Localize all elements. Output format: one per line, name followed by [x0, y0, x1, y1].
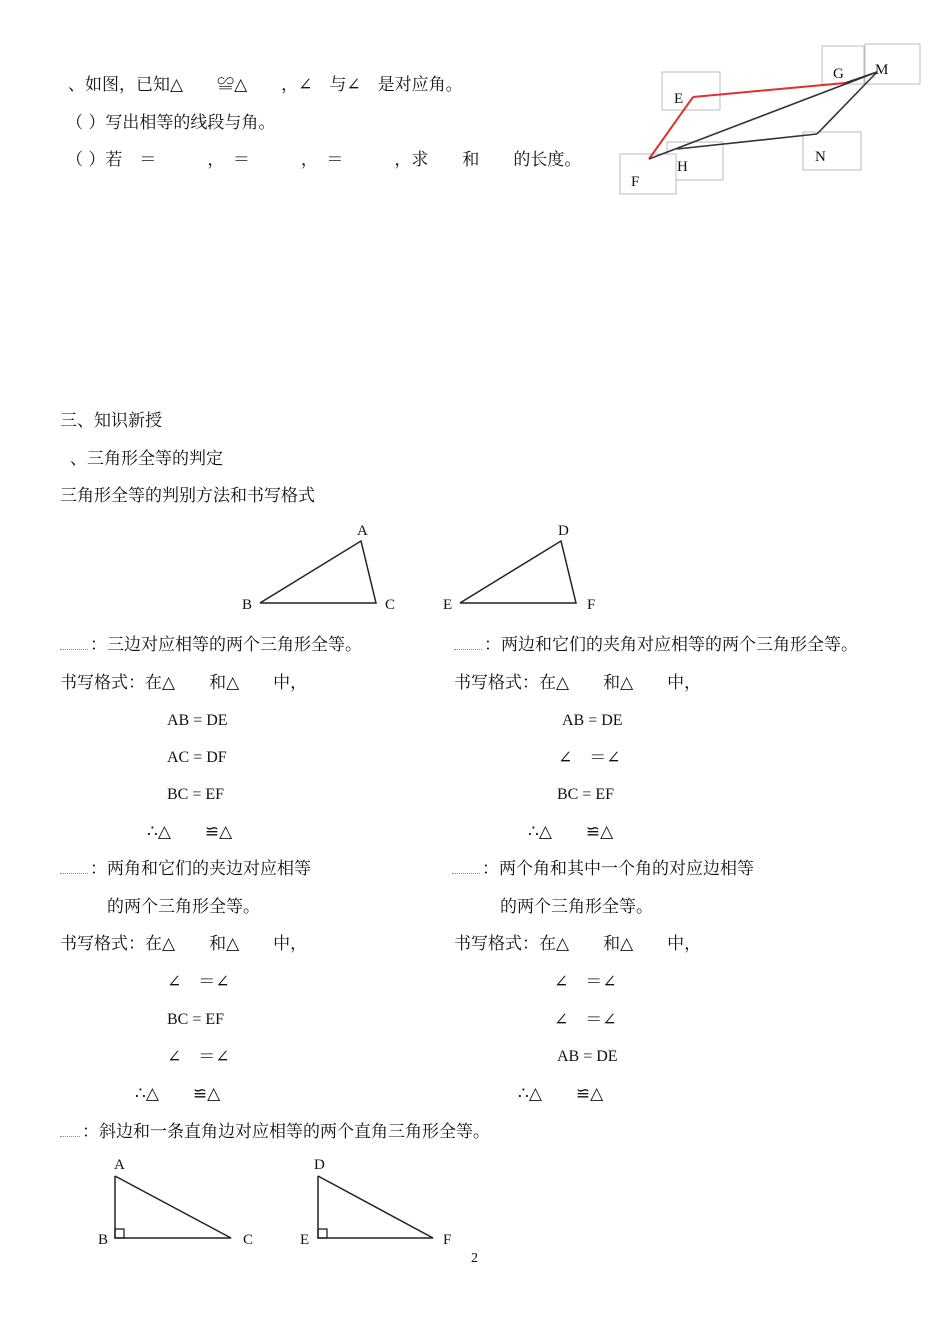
vertex-b: B — [242, 597, 253, 613]
aas-format: 书写格式：在△ 和△ 中， — [454, 934, 702, 954]
asa-desc-2: 的两个三角形全等。 — [107, 897, 260, 917]
hl-blank — [60, 1126, 80, 1137]
label-f: F — [631, 174, 640, 190]
rt-vertex-e: E — [300, 1232, 310, 1248]
q1-figure — [615, 40, 925, 200]
vertex-a: A — [357, 523, 368, 539]
sas-line-3: BC = EF — [557, 786, 615, 803]
asa-line-2: BC = EF — [167, 1011, 225, 1028]
rt-vertex-f: F — [443, 1232, 452, 1248]
rt-vertex-d: D — [314, 1157, 325, 1173]
sas-format: 书写格式：在△ 和△ 中， — [454, 673, 702, 693]
asa-blank — [60, 863, 88, 874]
aas-line-2: ∠ ＝∠ — [554, 1010, 617, 1030]
asa-conclusion: ∴△ ≌△ — [135, 1084, 221, 1104]
rt-vertex-b: B — [98, 1232, 109, 1248]
q1-line1: 、如图，已知△ ≌△ ，∠ 与∠ 是对应角。 — [68, 75, 463, 95]
aas-desc-1: ：两个角和其中一个角的对应边相等 — [452, 861, 754, 878]
label-g: G — [833, 66, 844, 82]
aas-conclusion: ∴△ ≌△ — [518, 1084, 604, 1104]
label-e: E — [674, 91, 684, 107]
vertex-d: D — [558, 523, 569, 539]
sss-line-1: AB = DE — [167, 712, 228, 729]
rt-vertex-a: A — [114, 1157, 125, 1173]
label-n: N — [815, 149, 826, 165]
q1-line3: （ ）若 ＝ ， ＝ ， ＝ ，求 和 的长度。 — [66, 150, 582, 170]
asa-desc-1: ：两角和它们的夹边对应相等 — [60, 861, 311, 878]
sas-conclusion: ∴△ ≌△ — [528, 822, 614, 842]
vertex-e: E — [443, 597, 453, 613]
sss-line-2: AC = DF — [167, 749, 227, 766]
label-m: M — [875, 62, 889, 78]
sas-blank — [454, 639, 482, 650]
asa-format: 书写格式：在△ 和△ 中， — [60, 934, 308, 954]
right-triangle-abc — [95, 1152, 265, 1252]
label-h: H — [677, 159, 688, 175]
sss-blank — [60, 639, 88, 650]
aas-line-1: ∠ ＝∠ — [554, 972, 617, 992]
triangle-abc — [238, 520, 418, 615]
sss-conclusion: ∴△ ≌△ — [147, 822, 233, 842]
sss-desc: ：三边对应相等的两个三角形全等。 — [60, 637, 362, 654]
section-subtitle: 、三角形全等的判定 — [70, 449, 223, 469]
right-triangle-def — [298, 1152, 468, 1252]
vertex-f: F — [587, 597, 596, 613]
section-intro: 三角形全等的判别方法和书写格式 — [60, 486, 315, 506]
aas-desc-2: 的两个三角形全等。 — [500, 897, 653, 917]
vertex-c: C — [385, 597, 396, 613]
hl-desc: ：斜边和一条直角边对应相等的两个直角三角形全等。 — [60, 1124, 490, 1141]
sss-format: 书写格式：在△ 和△ 中， — [60, 673, 308, 693]
sas-desc: ：两边和它们的夹角对应相等的两个三角形全等。 — [454, 637, 858, 654]
triangle-def — [440, 520, 620, 615]
rt-vertex-c: C — [243, 1232, 254, 1248]
aas-blank — [452, 863, 480, 874]
asa-line-1: ∠ ＝∠ — [167, 972, 230, 992]
sas-line-2: ∠ ＝∠ — [558, 748, 621, 768]
q1-line2: （ ）写出相等的线段与角。 — [66, 113, 276, 133]
section-title: 三、知识新授 — [60, 411, 162, 431]
page-number: 2 — [471, 1251, 478, 1266]
sss-line-3: BC = EF — [167, 786, 225, 803]
asa-line-3: ∠ ＝∠ — [167, 1047, 230, 1067]
aas-line-3: AB = DE — [557, 1048, 618, 1065]
sas-line-1: AB = DE — [562, 712, 623, 729]
